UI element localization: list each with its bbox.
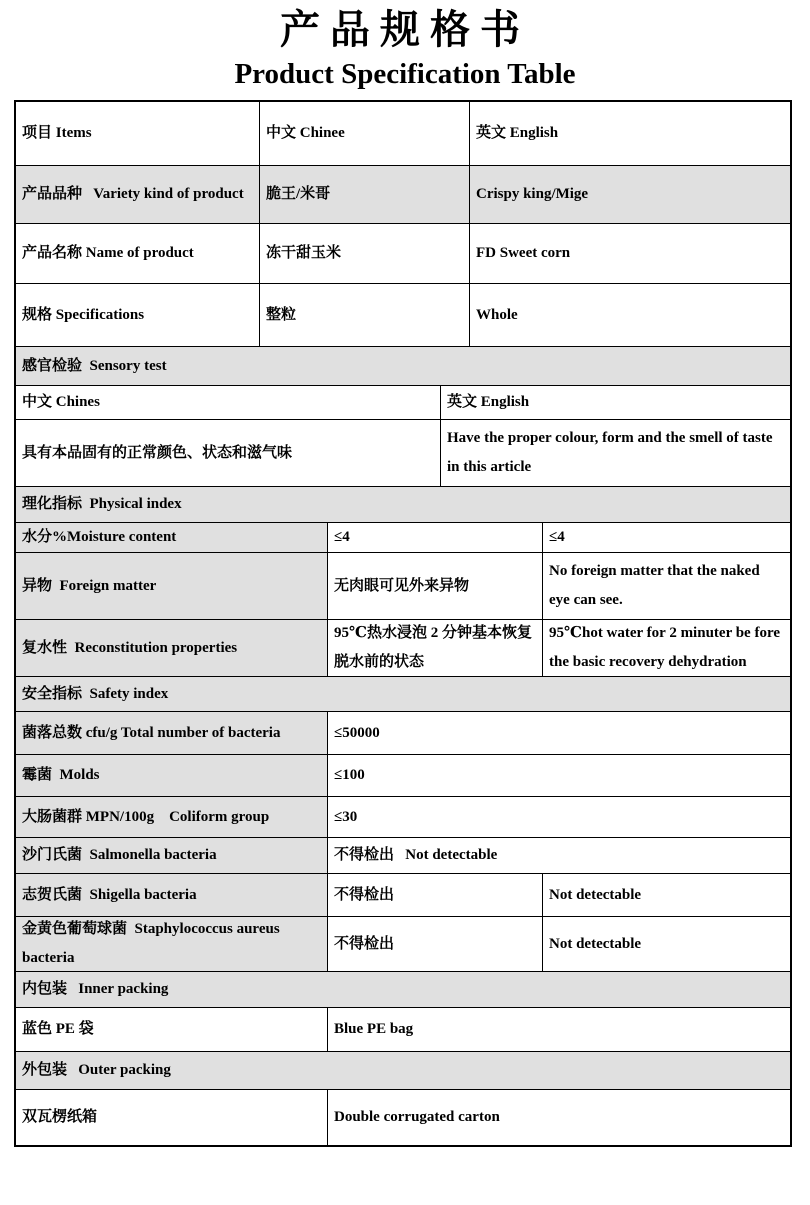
staphylococcus-english-value-cell: Not detectable — [549, 935, 642, 952]
shigella-chinese-value-cell: 不得检出 — [328, 874, 543, 916]
coliform-value-cell: ≤30 — [334, 808, 358, 825]
table-row-sensory-subheaders — [16, 386, 790, 420]
table-row-coliform-group — [16, 797, 790, 838]
table-row-column-headers — [16, 102, 790, 166]
specifications-english-cell: Whole — [476, 306, 518, 323]
product-name-label-cell: 产品名称 Name of product — [16, 224, 260, 283]
safety-index-section-cell: 安全指标 Safety index — [16, 677, 790, 711]
inner-packing-chinese-cell: 蓝色 PE 袋 — [16, 1008, 328, 1051]
variety-label-cell: 产品品种 Variety kind of product — [16, 166, 260, 223]
foreign-matter-english-value-cell: No foreign matter that the naked eye can see. — [549, 563, 764, 608]
section-header-inner-packing — [16, 972, 790, 1008]
reconstitution-label-cell: 复水性 Reconstitution properties — [16, 620, 328, 676]
english-header-cell: 英文 English — [476, 125, 559, 141]
table-row-moisture-content — [16, 523, 790, 553]
section-header-sensory-test — [16, 347, 790, 386]
sensory-english-header-cell: 英文 English — [447, 394, 530, 410]
moisture-chinese-value-cell: ≤4 — [328, 523, 543, 552]
molds-value-cell: ≤100 — [334, 767, 365, 783]
table-row-outer-packing-value — [16, 1090, 790, 1145]
total-bacteria-value-cell: ≤50000 — [334, 724, 380, 741]
table-row-sensory-description — [16, 420, 790, 487]
foreign-matter-chinese-value-cell: 无肉眼可见外来异物 — [328, 553, 543, 619]
salmonella-label-cell: 沙门氏菌 Salmonella bacteria — [16, 838, 328, 873]
moisture-english-value-cell: ≤4 — [549, 529, 565, 545]
specifications-chinese-cell: 整粒 — [260, 284, 470, 346]
reconstitution-english-value-cell: 95℃hot water for 2 minuter be fore the basic recovery dehydration — [549, 625, 784, 670]
inner-packing-section-cell: 内包装 Inner packing — [16, 972, 790, 1007]
table-row-molds — [16, 755, 790, 797]
shigella-label-cell: 志贺氏菌 Shigella bacteria — [16, 874, 328, 916]
sensory-chinese-header-cell: 中文 Chines — [16, 386, 441, 419]
sensory-description-chinese-cell: 具有本品固有的正常颜色、状态和滋气味 — [16, 420, 441, 486]
sensory-description-english-cell: Have the proper colour, form and the smell of taste in this article — [447, 430, 777, 475]
table-row-staphylococcus — [16, 917, 790, 972]
product-name-english-cell: FD Sweet corn — [476, 245, 571, 261]
salmonella-value-cell: 不得检出 Not detectable — [334, 847, 498, 863]
coliform-label-cell: 大肠菌群 MPN/100g Coliform group — [16, 797, 328, 837]
table-row-reconstitution — [16, 620, 790, 677]
outer-packing-english-cell: Double corrugated carton — [334, 1109, 500, 1125]
table-row-shigella — [16, 874, 790, 917]
variety-english-cell: Crispy king/Mige — [470, 166, 790, 223]
table-row-product-name — [16, 224, 790, 284]
specifications-label-cell: 规格 Specifications — [16, 284, 260, 346]
section-header-outer-packing — [16, 1052, 790, 1090]
moisture-label-cell: 水分%Moisture content — [16, 523, 328, 552]
staphylococcus-chinese-value-cell: 不得检出 — [328, 917, 543, 971]
section-header-safety-index — [16, 677, 790, 712]
outer-packing-chinese-cell: 双瓦楞纸箱 — [16, 1090, 328, 1145]
table-row-total-bacteria — [16, 712, 790, 755]
items-header-cell: 项目 Items — [16, 102, 260, 165]
page-title-chinese: 产品规格书 — [280, 7, 530, 53]
staphylococcus-label-cell: 金黄色葡萄球菌 Staphylococcus aureus bacteria — [16, 917, 328, 971]
shigella-english-value-cell: Not detectable — [549, 886, 642, 903]
physical-index-section-cell: 理化指标 Physical index — [16, 487, 790, 522]
reconstitution-chinese-value-cell: 95℃热水浸泡 2 分钟基本恢复脱水前的状态 — [328, 620, 543, 676]
section-header-physical-index — [16, 487, 790, 523]
table-row-specifications — [16, 284, 790, 347]
product-specification-table — [14, 100, 792, 1147]
sensory-test-section-cell: 感官检验 Sensory test — [16, 347, 790, 385]
variety-chinese-cell: 脆王/米哥 — [260, 166, 470, 223]
table-row-variety — [16, 166, 790, 224]
product-name-chinese-cell: 冻干甜玉米 — [260, 224, 470, 283]
inner-packing-english-cell: Blue PE bag — [334, 1021, 414, 1037]
chinese-header-cell: 中文 Chinee — [260, 102, 470, 165]
outer-packing-section-cell: 外包装 Outer packing — [16, 1052, 790, 1089]
document-page — [0, 6, 810, 1205]
total-bacteria-label-cell: 菌落总数 cfu/g Total number of bacteria — [16, 712, 328, 754]
table-row-salmonella — [16, 838, 790, 874]
foreign-matter-label-cell: 异物 Foreign matter — [16, 553, 328, 619]
table-row-inner-packing-value — [16, 1008, 790, 1052]
molds-label-cell: 霉菌 Molds — [16, 755, 328, 796]
table-row-foreign-matter — [16, 553, 790, 620]
page-title-english: Product Specification Table — [234, 58, 576, 90]
